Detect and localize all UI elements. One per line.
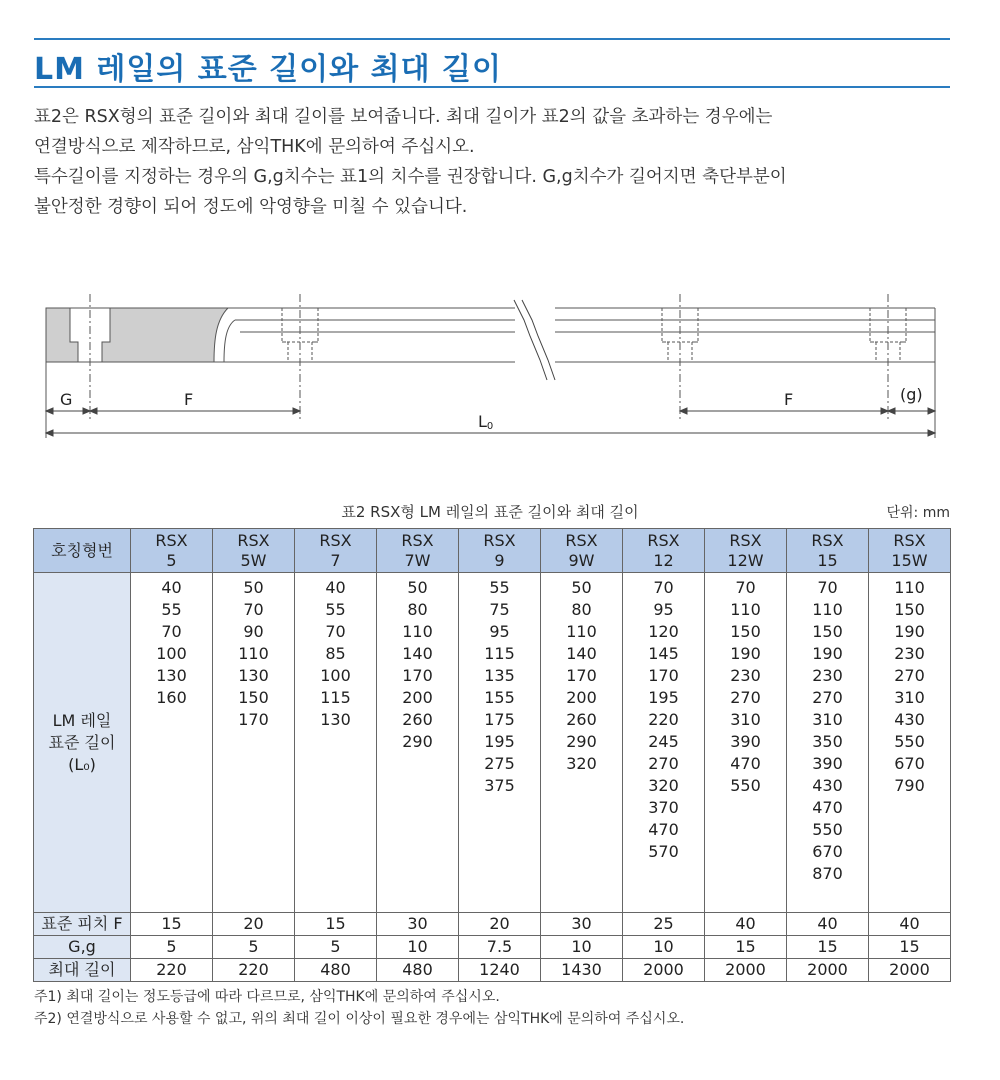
standard-length-value: 80 — [571, 600, 592, 619]
gg-cell: 5 — [213, 936, 295, 959]
dim-label-L0-sub: 0 — [486, 421, 494, 432]
standard-length-value: 115 — [320, 688, 351, 707]
standard-length-cell — [377, 573, 459, 913]
model-header — [541, 529, 623, 573]
standard-length-value: 550 — [730, 776, 761, 795]
standard-length-value: 550 — [894, 732, 925, 751]
standard-length-value: 290 — [402, 732, 433, 751]
model-header-line: 5W — [240, 550, 267, 570]
paragraph-line: 표2은 RSX형의 표준 길이와 최대 길이를 보여줍니다. 최대 길이가 표2의 값을 초과하는 경우에는 — [34, 107, 773, 127]
standard-length-value: 320 — [648, 776, 679, 795]
standard-length-value: 220 — [648, 710, 679, 729]
standard-length-value: 135 — [484, 666, 515, 685]
pitch-label: 표준 피치 F — [34, 913, 131, 936]
standard-length-value: 110 — [238, 644, 269, 663]
standard-length-value: 230 — [812, 666, 843, 685]
standard-length-value: 70 — [817, 578, 838, 597]
pitch-row — [34, 913, 951, 936]
model-header-line: RSX — [237, 530, 270, 550]
standard-length-value: 50 — [407, 578, 428, 597]
standard-length-value: 95 — [653, 600, 674, 619]
standard-length-value: 70 — [653, 578, 674, 597]
standard-length-value: 70 — [325, 622, 346, 641]
model-header — [377, 529, 459, 573]
max-length-cell: 2000 — [787, 959, 869, 982]
standard-length-value: 670 — [894, 754, 925, 773]
max-length-cell: 1240 — [459, 959, 541, 982]
length-table — [33, 528, 951, 982]
standard-length-value: 120 — [648, 622, 679, 641]
standard-length-value: 275 — [484, 754, 515, 773]
hidden-holes — [282, 308, 906, 362]
standard-length-value: 130 — [156, 666, 187, 685]
model-header-line: RSX — [565, 530, 598, 550]
std-label-line: (L₀) — [68, 754, 96, 774]
standard-length-value: 550 — [812, 820, 843, 839]
standard-length-value: 310 — [812, 710, 843, 729]
standard-length-value: 130 — [320, 710, 351, 729]
standard-length-value: 200 — [402, 688, 433, 707]
model-header-line: RSX — [483, 530, 516, 550]
gg-cell: 15 — [787, 936, 869, 959]
standard-length-value: 270 — [648, 754, 679, 773]
model-header — [705, 529, 787, 573]
pitch-cell: 15 — [131, 913, 213, 936]
standard-length-value: 150 — [730, 622, 761, 641]
standard-length-value: 55 — [489, 578, 510, 597]
standard-length-value: 40 — [161, 578, 182, 597]
dim-label-F-right: F — [784, 390, 794, 409]
rail-diagram — [0, 290, 1000, 450]
rail-outline — [214, 308, 935, 362]
standard-length-value: 150 — [812, 622, 843, 641]
standard-length-value: 50 — [243, 578, 264, 597]
model-header — [213, 529, 295, 573]
model-header-line: RSX — [811, 530, 844, 550]
standard-length-value: 190 — [730, 644, 761, 663]
table-caption: 표2 RSX형 LM 레일의 표준 길이와 최대 길이 — [341, 503, 639, 521]
model-header-line: RSX — [893, 530, 926, 550]
max-length-cell: 220 — [131, 959, 213, 982]
model-header-line: 12 — [653, 550, 674, 570]
standard-length-value: 260 — [566, 710, 597, 729]
standard-length-value: 50 — [571, 578, 592, 597]
standard-length-value: 270 — [812, 688, 843, 707]
standard-length-value: 70 — [243, 600, 264, 619]
standard-length-value: 470 — [730, 754, 761, 773]
standard-length-value: 100 — [156, 644, 187, 663]
gg-cell: 10 — [623, 936, 705, 959]
model-header-line: RSX — [319, 530, 352, 550]
model-header-line: RSX — [401, 530, 434, 550]
standard-length-value: 470 — [648, 820, 679, 839]
standard-length-value: 140 — [566, 644, 597, 663]
max-length-cell: 2000 — [705, 959, 787, 982]
gg-label: G,g — [34, 936, 131, 959]
model-header — [787, 529, 869, 573]
standard-length-value: 230 — [894, 644, 925, 663]
model-header-line: RSX — [155, 530, 188, 550]
footnote: 주2) 연결방식으로 사용할 수 없고, 위의 최대 길이 이상이 필요한 경우에는 삼익THK에 문의하여 주십시오. — [34, 1011, 685, 1027]
standard-length-value: 270 — [894, 666, 925, 685]
standard-length-label — [34, 573, 131, 913]
standard-length-value: 160 — [156, 688, 187, 707]
model-header — [623, 529, 705, 573]
model-header-line: 15 — [817, 550, 838, 570]
gg-cell: 15 — [869, 936, 951, 959]
footnote: 주1) 최대 길이는 정도등급에 따라 다르므로, 삼익THK에 문의하여 주십시오. — [34, 989, 500, 1005]
standard-length-value: 195 — [648, 688, 679, 707]
model-header-line: RSX — [729, 530, 762, 550]
paragraph-line: 연결방식으로 제작하므로, 삼익THK에 문의하여 주십시오. — [34, 137, 475, 157]
standard-length-cell — [541, 573, 623, 913]
model-header — [295, 529, 377, 573]
dim-label-L0-main: L — [478, 412, 487, 431]
standard-length-value: 195 — [484, 732, 515, 751]
standard-length-value: 95 — [489, 622, 510, 641]
pitch-cell: 20 — [213, 913, 295, 936]
standard-length-value: 320 — [566, 754, 597, 773]
standard-length-value: 310 — [894, 688, 925, 707]
standard-length-value: 290 — [566, 732, 597, 751]
standard-length-value: 245 — [648, 732, 679, 751]
pitch-cell: 30 — [377, 913, 459, 936]
standard-length-value: 170 — [238, 710, 269, 729]
max-length-cell: 2000 — [623, 959, 705, 982]
std-label-line: LM 레일 — [52, 710, 112, 730]
dim-label-G: G — [60, 390, 73, 409]
max-length-cell: 2000 — [869, 959, 951, 982]
gg-cell: 10 — [541, 936, 623, 959]
pitch-cell: 40 — [869, 913, 951, 936]
standard-length-cell — [459, 573, 541, 913]
standard-length-cell — [787, 573, 869, 913]
standard-length-cell — [213, 573, 295, 913]
standard-length-value: 130 — [238, 666, 269, 685]
standard-length-value: 110 — [730, 600, 761, 619]
pitch-cell: 30 — [541, 913, 623, 936]
standard-length-value: 40 — [325, 578, 346, 597]
model-header-line: 12W — [727, 550, 764, 570]
standard-length-value: 430 — [812, 776, 843, 795]
standard-length-value: 110 — [566, 622, 597, 641]
break-marks — [514, 300, 555, 380]
model-header-line: 9 — [494, 550, 505, 570]
dim-label-L0 — [478, 412, 493, 432]
standard-length-value: 570 — [648, 842, 679, 861]
model-header-line: 9W — [568, 550, 595, 570]
max-length-cell: 220 — [213, 959, 295, 982]
header-label: 호칭형번 — [34, 529, 131, 573]
standard-length-value: 140 — [402, 644, 433, 663]
standard-length-value: 390 — [812, 754, 843, 773]
standard-length-value: 110 — [894, 578, 925, 597]
model-header — [869, 529, 951, 573]
standard-length-value: 670 — [812, 842, 843, 861]
model-header — [131, 529, 213, 573]
model-header-line: 15W — [891, 550, 928, 570]
intro-paragraph — [34, 102, 964, 222]
standard-length-value: 85 — [325, 644, 346, 663]
standard-length-value: 100 — [320, 666, 351, 685]
standard-length-value: 230 — [730, 666, 761, 685]
standard-length-value: 75 — [489, 600, 510, 619]
standard-length-value: 350 — [812, 732, 843, 751]
pitch-cell: 15 — [295, 913, 377, 936]
model-header-line: RSX — [647, 530, 680, 550]
gg-cell: 5 — [295, 936, 377, 959]
footnotes — [34, 986, 684, 1030]
standard-length-value: 110 — [402, 622, 433, 641]
standard-length-value: 170 — [648, 666, 679, 685]
pitch-cell: 20 — [459, 913, 541, 936]
standard-length-value: 390 — [730, 732, 761, 751]
standard-length-row — [34, 573, 951, 913]
standard-length-value: 200 — [566, 688, 597, 707]
standard-length-value: 170 — [566, 666, 597, 685]
standard-length-cell — [705, 573, 787, 913]
standard-length-value: 150 — [894, 600, 925, 619]
standard-length-value: 110 — [812, 600, 843, 619]
standard-length-value: 145 — [648, 644, 679, 663]
table-header-row — [34, 529, 951, 573]
gg-cell: 7.5 — [459, 936, 541, 959]
standard-length-value: 470 — [812, 798, 843, 817]
standard-length-value: 430 — [894, 710, 925, 729]
standard-length-value: 80 — [407, 600, 428, 619]
standard-length-value: 115 — [484, 644, 515, 663]
standard-length-value: 170 — [402, 666, 433, 685]
standard-length-value: 370 — [648, 798, 679, 817]
max-length-row — [34, 959, 951, 982]
model-header-line: 7W — [404, 550, 431, 570]
page-title: LM 레일의 표준 길이와 최대 길이 — [34, 52, 502, 87]
title-bar — [34, 38, 950, 88]
standard-length-value: 155 — [484, 688, 515, 707]
standard-length-value: 150 — [238, 688, 269, 707]
pitch-cell: 25 — [623, 913, 705, 936]
max-length-label: 최대 길이 — [34, 959, 131, 982]
standard-length-value: 190 — [812, 644, 843, 663]
standard-length-value: 310 — [730, 710, 761, 729]
gg-row — [34, 936, 951, 959]
standard-length-value: 870 — [812, 864, 843, 883]
model-header — [459, 529, 541, 573]
max-length-cell: 480 — [377, 959, 459, 982]
max-length-cell: 480 — [295, 959, 377, 982]
standard-length-cell — [623, 573, 705, 913]
gg-cell: 15 — [705, 936, 787, 959]
standard-length-value: 70 — [735, 578, 756, 597]
standard-length-value: 175 — [484, 710, 515, 729]
standard-length-value: 55 — [325, 600, 346, 619]
gg-cell: 5 — [131, 936, 213, 959]
standard-length-value: 190 — [894, 622, 925, 641]
pitch-cell: 40 — [705, 913, 787, 936]
standard-length-value: 70 — [161, 622, 182, 641]
dim-label-g: (g) — [900, 385, 923, 404]
paragraph-line: 특수길이를 지정하는 경우의 G,g치수는 표1의 치수를 권장합니다. G,g치수가 길어지면 축단부분이 — [34, 167, 787, 187]
standard-length-value: 260 — [402, 710, 433, 729]
dim-label-F-left: F — [184, 390, 194, 409]
standard-length-value: 55 — [161, 600, 182, 619]
standard-length-cell — [869, 573, 951, 913]
paragraph-line: 불안정한 경향이 되어 정도에 악영향을 미칠 수 있습니다. — [34, 197, 468, 217]
model-header-line: 7 — [330, 550, 341, 570]
pitch-cell: 40 — [787, 913, 869, 936]
model-header-line: 5 — [166, 550, 177, 570]
standard-length-value: 790 — [894, 776, 925, 795]
unit-label: 단위: mm — [886, 505, 950, 521]
standard-length-value: 90 — [243, 622, 264, 641]
standard-length-cell — [131, 573, 213, 913]
max-length-cell: 1430 — [541, 959, 623, 982]
standard-length-value: 270 — [730, 688, 761, 707]
gg-cell: 10 — [377, 936, 459, 959]
std-label-line: 표준 길이 — [48, 732, 116, 752]
standard-length-value: 375 — [484, 776, 515, 795]
standard-length-cell — [295, 573, 377, 913]
